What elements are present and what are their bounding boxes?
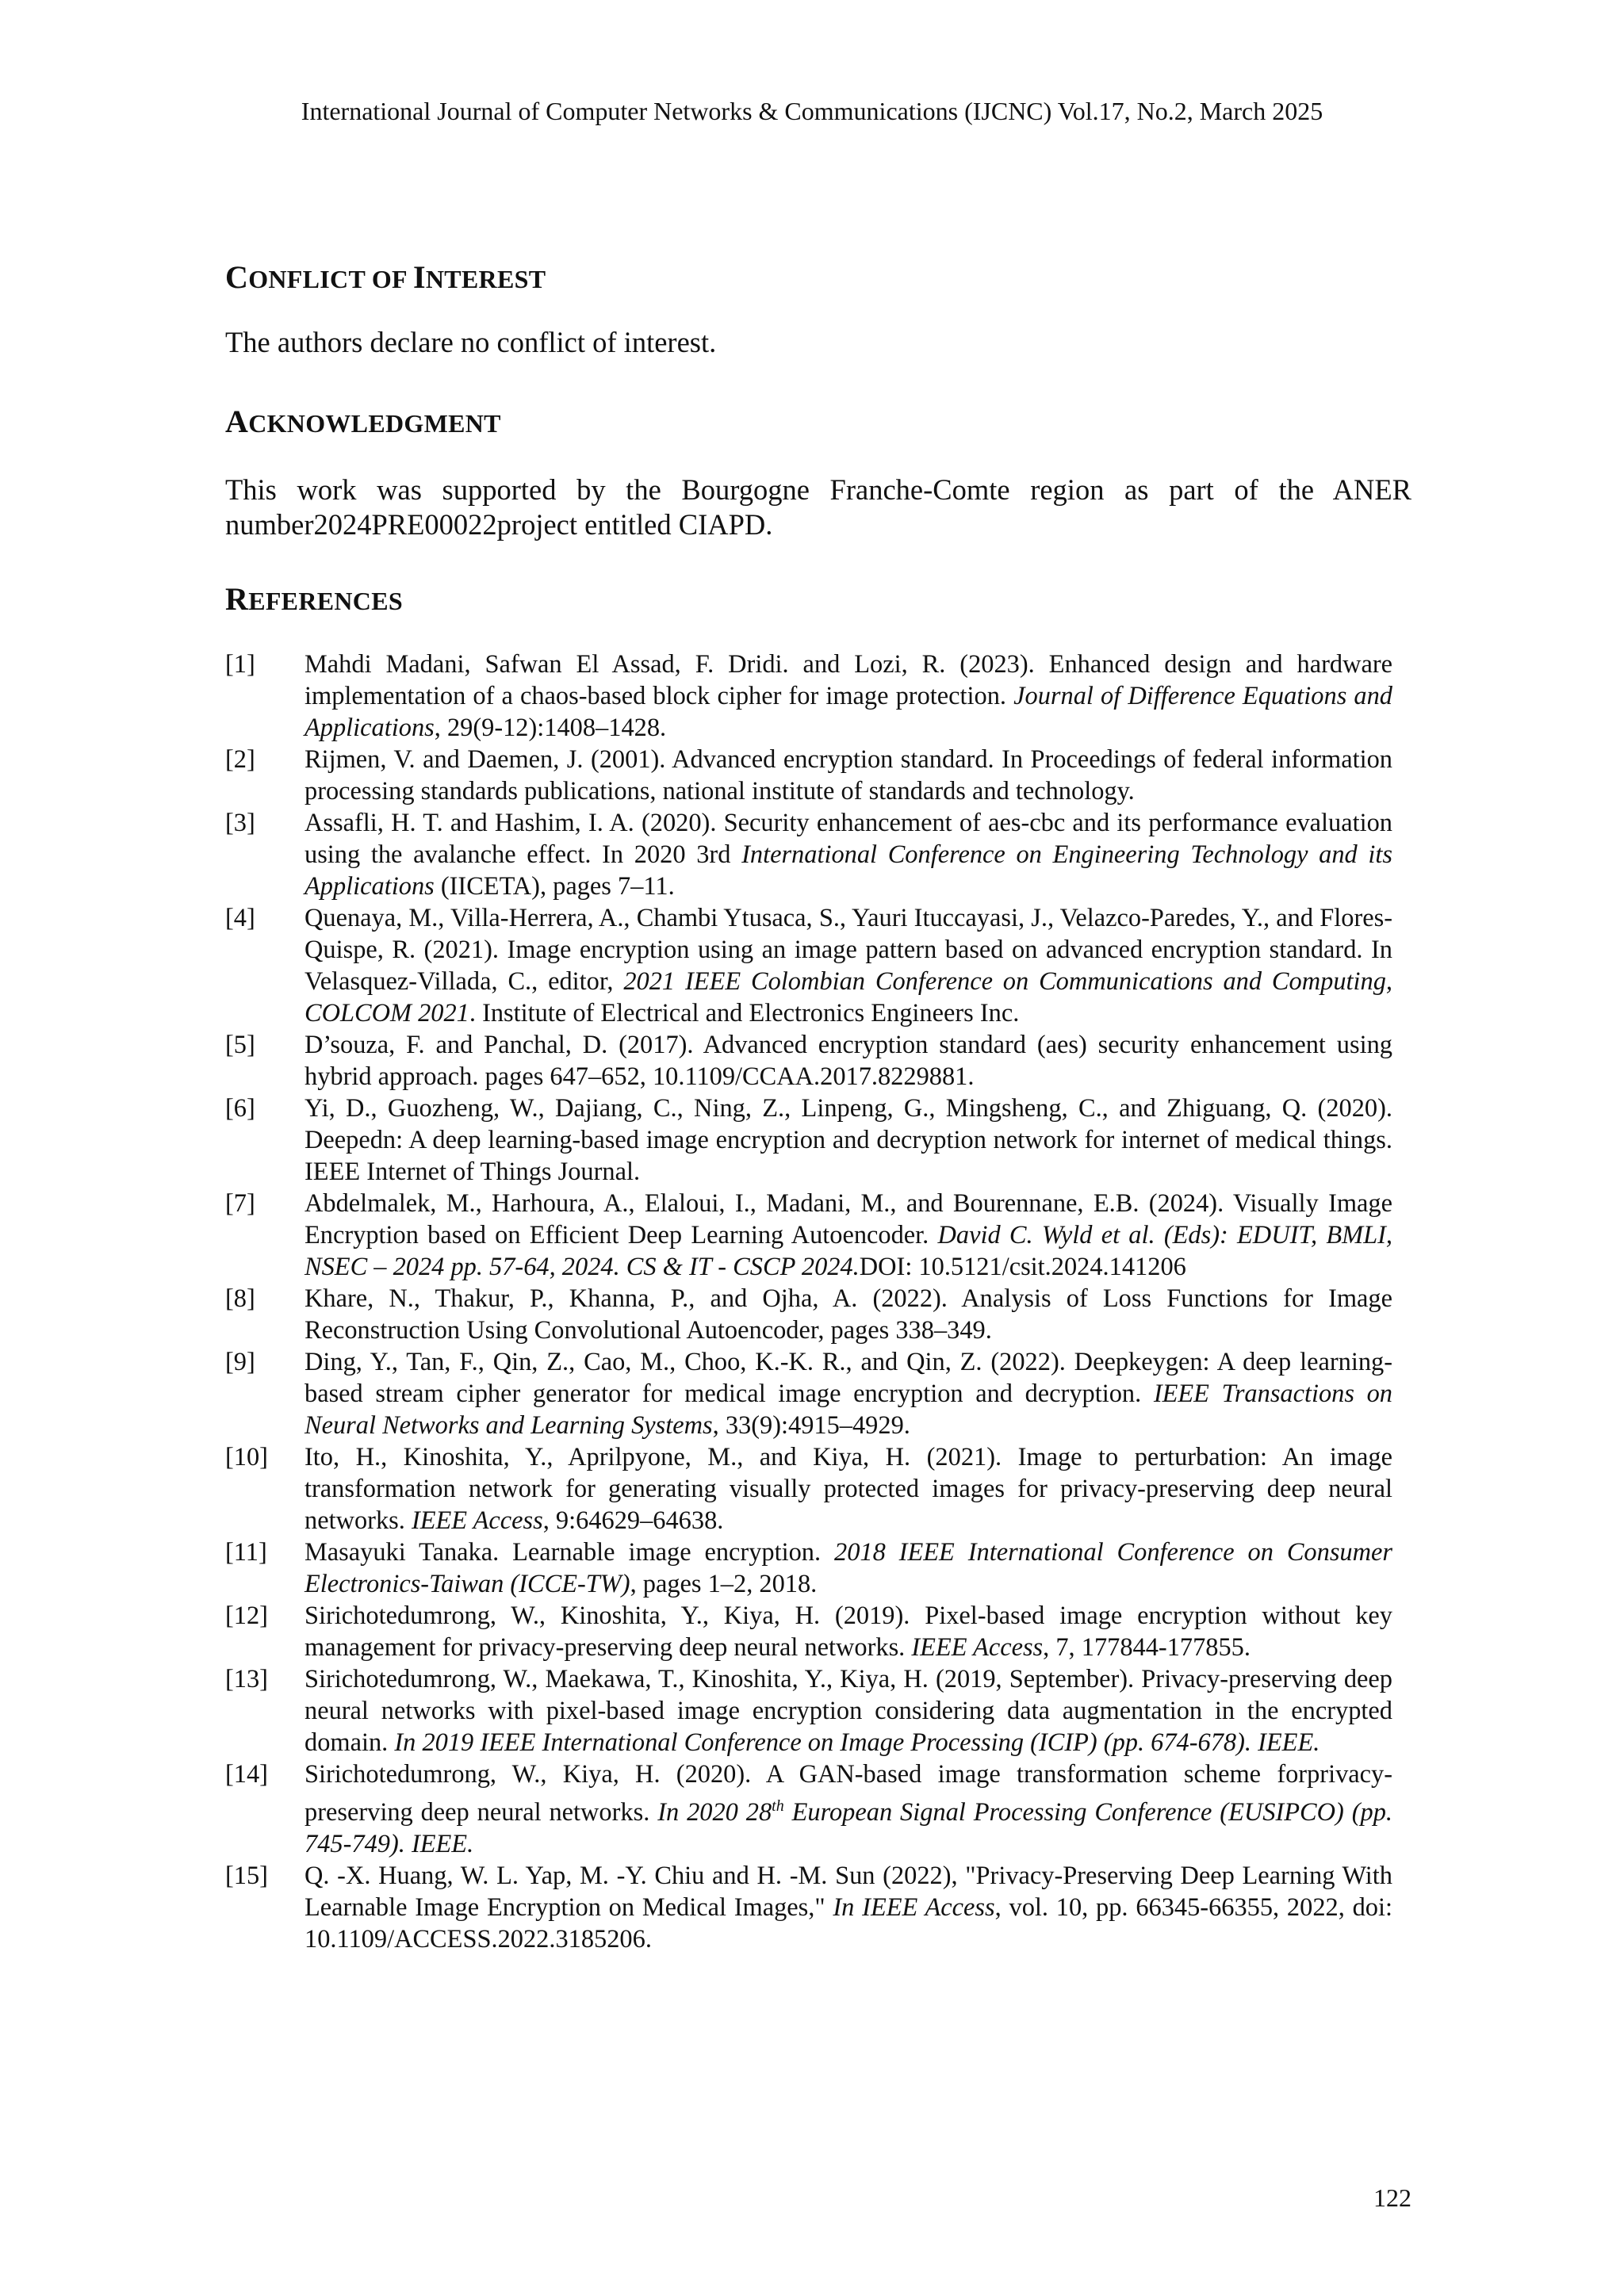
reference-text: Sirichotedumrong, W., Kiya, H. (2020). A GAN-based image transformation scheme forprivacy-preserving deep neural networks. In 2020 28th European Signal Processing Conference (EUSIPCO) (pp. 745-749). IEEE.: [304, 1760, 1392, 1858]
reference-text: Ding, Y., Tan, F., Qin, Z., Cao, M., Choo, K.-K. R., and Qin, Z. (2022). Deepkeygen: A deep learning-based stream cipher generator for medical image encryption and decryption. IEEE Transactions on Neural Networks and Learning Systems, 33(9):4915–4929.: [304, 1348, 1392, 1440]
reference-text: Q. -X. Huang, W. L. Yap, M. -Y. Chiu and H. -M. Sun (2022), "Privacy-Preserving Deep Learning With Learnable Image Encryption on Medical Images," In IEEE Access, vol. 10, pp. 66345-66355, 2022, doi: 10.1109/ACCESS.2022.3185206.: [304, 1861, 1392, 1954]
reference-number: [8]: [225, 1284, 255, 1313]
reference-number: [12]: [225, 1601, 268, 1630]
reference-item: [225, 902, 1392, 1029]
reference-text: Sirichotedumrong, W., Kinoshita, Y., Kiya, H. (2019). Pixel-based image encryption without key management for privacy-preserving deep neural networks. IEEE Access, 7, 177844-177855.: [304, 1601, 1392, 1662]
reference-number: [14]: [225, 1760, 268, 1789]
reference-text: Khare, N., Thakur, P., Khanna, P., and Ojha, A. (2022). Analysis of Loss Functions for Image Reconstruction Using Convolutional Autoencoder, pages 338–349.: [304, 1284, 1392, 1345]
reference-item: [225, 1536, 1392, 1600]
reference-item: [225, 744, 1392, 807]
reference-text: Assafli, H. T. and Hashim, I. A. (2020). Security enhancement of aes-cbc and its performance evaluation using the avalanche effect. In 2020 3rd International Conference on Engineering Technology and its Applications (IICETA), pages 7–11.: [304, 809, 1392, 901]
acknowledgment-heading: ACKNOWLEDGMENT: [225, 404, 501, 439]
reference-number: [10]: [225, 1443, 268, 1471]
conflict-of-interest-heading: CONFLICT OF INTEREST: [225, 259, 546, 295]
reference-number: [15]: [225, 1861, 268, 1890]
reference-text: Ito, H., Kinoshita, Y., Aprilpyone, M., and Kiya, H. (2021). Image to perturbation: An image transformation network for generating visually protected images for privacy-preserving deep neural networks. IEEE Access, 9:64629–64638.: [304, 1443, 1392, 1535]
running-header: International Journal of Computer Networks & Communications (IJCNC) Vol.17, No.2, March 2025: [301, 97, 1323, 125]
references-heading: REFERENCES: [225, 581, 403, 617]
reference-item: [225, 1283, 1392, 1346]
reference-text: Quenaya, M., Villa-Herrera, A., Chambi Ytusaca, S., Yauri Ituccayasi, J., Velazco-Paredes, Y., and Flores-Quispe, R. (2021). Image encryption using an image pattern based on advanced encryption standard. In Velasquez-Villada, C., editor, 2021 IEEE Colombian Conference on Communications and Computing, COLCOM 2021. Institute of Electrical and Electronics Engineers Inc.: [304, 904, 1392, 1027]
conflict-of-interest-text: The authors declare no conflict of interest.: [225, 326, 717, 358]
reference-number: [7]: [225, 1189, 255, 1218]
reference-number: [9]: [225, 1348, 255, 1376]
reference-text: Yi, D., Guozheng, W., Dajiang, C., Ning, Z., Linpeng, G., Mingsheng, C., and Zhiguang, Q. (2020). Deepedn: A deep learning-based image encryption and decryption network for internet of medical things. IEEE Internet of Things Journal.: [304, 1094, 1392, 1186]
acknowledgment-text: This work was supported by the Bourgogne Franche-Comte region as part of the ANER number2024PRE00022project entitled CIAPD.: [225, 473, 1411, 541]
reference-item: [225, 1860, 1392, 1955]
reference-text: Rijmen, V. and Daemen, J. (2001). Advanced encryption standard. In Proceedings of federal information processing standards publications, national institute of standards and technology.: [304, 745, 1392, 806]
reference-item: [225, 1093, 1392, 1188]
reference-number: [13]: [225, 1665, 268, 1693]
reference-item: [225, 807, 1392, 902]
reference-number: [2]: [225, 745, 255, 774]
reference-item: [225, 1600, 1392, 1663]
reference-number: [4]: [225, 904, 255, 932]
reference-text: Masayuki Tanaka. Learnable image encryption. 2018 IEEE International Conference on Consumer Electronics-Taiwan (ICCE-TW), pages 1–2, 2018.: [304, 1538, 1392, 1598]
page-number: 122: [1373, 2183, 1411, 2212]
reference-item: [225, 1758, 1392, 1860]
reference-text: Mahdi Madani, Safwan El Assad, F. Dridi. and Lozi, R. (2023). Enhanced design and hardware implementation of a chaos-based block cipher for image protection. Journal of Difference Equations and Applications, 29(9-12):1408–1428.: [304, 650, 1392, 742]
reference-number: [6]: [225, 1094, 255, 1123]
reference-list: [225, 649, 1392, 1955]
reference-number: [5]: [225, 1031, 255, 1059]
reference-item: [225, 1441, 1392, 1536]
reference-number: [11]: [225, 1538, 267, 1567]
reference-item: [225, 1663, 1392, 1758]
reference-text: D’souza, F. and Panchal, D. (2017). Advanced encryption standard (aes) security enhancement using hybrid approach. pages 647–652, 10.1109/CCAA.2017.8229881.: [304, 1031, 1392, 1091]
reference-number: [1]: [225, 650, 255, 679]
reference-text: Abdelmalek, M., Harhoura, A., Elaloui, I., Madani, M., and Bourennane, E.B. (2024). Visually Image Encryption based on Efficient Deep Learning Autoencoder. David C. Wyld et al. (Eds): EDUIT, BMLI, NSEC – 2024 pp. 57-64, 2024. CS & IT - CSCP 2024.DOI: 10.5121/csit.2024.141206: [304, 1189, 1392, 1281]
reference-item: [225, 649, 1392, 744]
reference-item: [225, 1188, 1392, 1283]
reference-item: [225, 1346, 1392, 1441]
reference-number: [3]: [225, 809, 255, 837]
reference-text: Sirichotedumrong, W., Maekawa, T., Kinoshita, Y., Kiya, H. (2019, September). Privacy-preserving deep neural networks with pixel-based image encryption considering data augmentation in the encrypted domain. In 2019 IEEE International Conference on Image Processing (ICIP) (pp. 674-678). IEEE.: [304, 1665, 1392, 1757]
reference-item: [225, 1029, 1392, 1093]
